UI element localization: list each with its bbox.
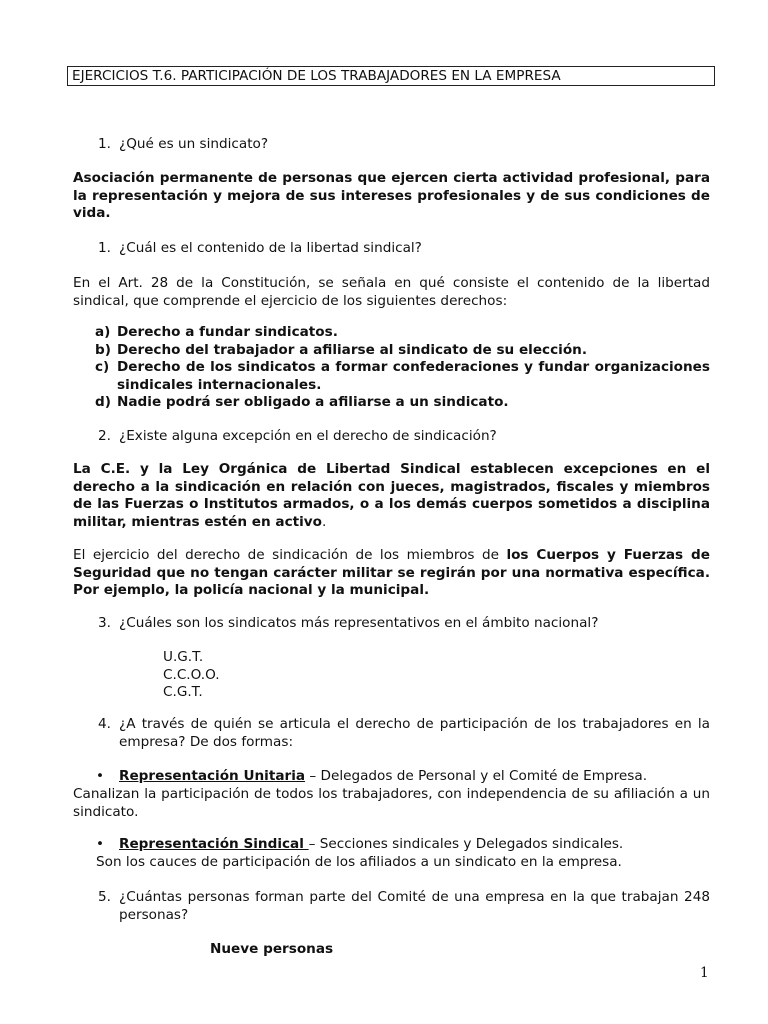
answer-2b-bold: los Cuerpos y Fuerzas de Seguridad que no tengan carácter militar se regirán por una normativa específica. Por ejemplo, la policía nacional y la municipal.	[73, 547, 710, 598]
question-number: 1.	[98, 240, 111, 256]
list-text: Derecho a fundar sindicatos.	[117, 324, 338, 340]
representation-sindical-description: Son los cauces de participación de los afiliados a un sindicato en la empresa.	[96, 854, 622, 870]
list-text: Nadie podrá ser obligado a afiliarse a un sindicato.	[117, 394, 509, 410]
answer-1b: En el Art. 28 de la Constitución, se señala en qué consiste el contenido de la libertad sindical, que comprende el ejercicio de los siguientes derechos:	[73, 275, 710, 309]
question-5	[98, 889, 710, 924]
bullet: •	[96, 768, 105, 784]
representation-detail: – Delegados de Personal y el Comité de Empresa.	[305, 768, 648, 784]
answer-2	[73, 461, 710, 531]
question-number: 3.	[98, 615, 111, 631]
question-1	[98, 136, 710, 154]
representation-title: Representación Unitaria	[119, 768, 306, 784]
list-item	[95, 324, 710, 342]
representation-title: Representación Sindical	[119, 836, 309, 852]
list-item	[95, 359, 710, 394]
answer-1: Asociación permanente de personas que ejercen cierta actividad profesional, para la representación y mejora de sus intereses profesionales y de sus condiciones de vida.	[73, 170, 710, 221]
question-text: ¿Cuántas personas forman parte del Comité de una empresa en la que trabajan 248 personas?	[119, 889, 710, 923]
question-number: 5.	[98, 889, 111, 905]
question-text: ¿Existe alguna excepción en el derecho de sindicación?	[119, 428, 497, 444]
list-item: U.G.T.	[163, 649, 204, 665]
question-text: ¿Cuál es el contenido de la libertad sindical?	[119, 240, 422, 256]
question-text: ¿A través de quién se articula el derecho de participación de los trabajadores en la empresa? De dos formas:	[119, 716, 710, 750]
question-text: ¿Cuáles son los sindicatos más representativos en el ámbito nacional?	[119, 615, 599, 631]
answer-2-period: .	[322, 513, 327, 530]
representation-unitaria-description: Canalizan la participación de todos los trabajadores, con independencia de su afiliación a un sindicato.	[73, 786, 710, 820]
page-number: 1	[700, 965, 709, 981]
question-3	[98, 615, 710, 633]
list-item	[95, 342, 710, 360]
representation-unitaria	[96, 768, 710, 786]
list-label: a)	[95, 324, 111, 340]
list-text: Derecho de los sindicatos a formar confederaciones y fundar organizaciones sindicales internacionales.	[117, 359, 710, 393]
list-label: d)	[95, 394, 111, 410]
answer-2b-normal: El ejercicio del derecho de sindicación de los miembros de	[73, 547, 507, 563]
question-number: 1.	[98, 136, 111, 152]
answer-5: Nueve personas	[210, 941, 334, 957]
question-4	[98, 716, 710, 751]
representation-detail: – Secciones sindicales y Delegados sindicales.	[308, 836, 624, 852]
answer-2-text: La C.E. y la Ley Orgánica de Libertad Sindical establecen excepciones en el derecho a la sindicación en relación con jueces, magistrados, fiscales y miembros de las Fuerzas o Institutos armados, o a los demás cuerpos sometidos a disciplina militar, mientras estén en activo	[73, 461, 710, 530]
list-item: C.C.O.O.	[163, 666, 220, 683]
list-label: b)	[95, 341, 111, 358]
question-2	[98, 428, 710, 446]
bullet: •	[96, 836, 105, 852]
unions-list	[163, 649, 220, 702]
question-1b	[98, 240, 710, 258]
rights-list	[95, 324, 710, 412]
page-title: EJERCICIOS T.6. PARTICIPACIÓN DE LOS TRABAJADORES EN LA EMPRESA	[67, 66, 715, 86]
list-label: c)	[95, 359, 110, 375]
list-item: C.G.T.	[163, 684, 203, 700]
list-text: Derecho del trabajador a afiliarse al sindicato de su elección.	[117, 341, 588, 358]
question-text: ¿Qué es un sindicato?	[119, 136, 269, 152]
question-number: 4.	[98, 716, 111, 732]
list-item	[95, 394, 710, 412]
question-number: 2.	[98, 428, 111, 444]
representation-sindical	[96, 836, 710, 854]
answer-2b	[73, 547, 710, 600]
